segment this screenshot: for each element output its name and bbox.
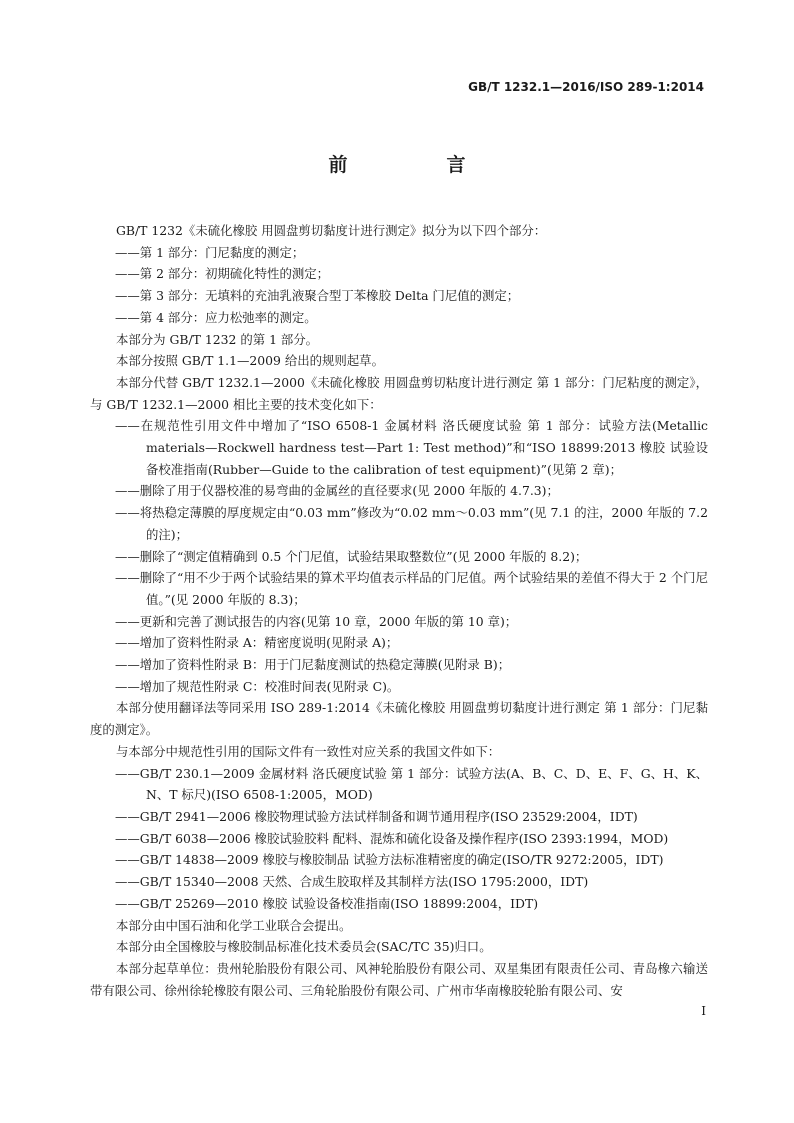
list-item: ——GB/T 15340—2008 天然、合成生胶取样及其制样方法(ISO 1795:2000，IDT) <box>115 874 589 890</box>
paragraph: 本部分为 GB/T 1232 的第 1 部分。 <box>116 331 319 347</box>
list-item: ——将热稳定薄膜的厚度规定由“0.03 mm”修改为“0.02 mm～0.03 mm”(见 7.1 的注，2000 年版的 7.2 的注)； <box>115 505 708 542</box>
list-item: ——GB/T 6038—2006 橡胶试验胶料 配料、混炼和硫化设备及操作程序(ISO 2393:1994，MOD) <box>115 830 669 846</box>
list-item: ——更新和完善了测试报告的内容(见第 10 章，2000 年版的第 10 章)； <box>115 613 518 629</box>
list-item: ——第 3 部分：无填料的充油乳液聚合型丁苯橡胶 Delta 门尼值的测定； <box>115 288 520 304</box>
paragraph: 本部分起草单位：贵州轮胎股份有限公司、风神轮胎股份有限公司、双星集团有限责任公司、青岛橡六输送带有限公司、徐州徐轮橡胶有限公司、三角轮胎股份有限公司、广州市华南橡胶轮胎有限公司、安 <box>90 960 708 998</box>
page-title: 前 言 <box>328 154 506 176</box>
paragraph: 与本部分中规范性引用的国际文件有一致性对应关系的我国文件如下： <box>116 743 501 759</box>
paragraph: 本部分按照 GB/T 1.1—2009 给出的规则起草。 <box>116 353 384 369</box>
paragraph: 本部分代替 GB/T 1232.1—2000《未硫化橡胶 用圆盘剪切粘度计进行测定 第 1 部分：门尼粘度的测定》，与 GB/T 1232.1—2000 相比主要的技术变化如下： <box>90 374 708 412</box>
foreword-body <box>90 220 708 1001</box>
paragraph: 本部分使用翻译法等同采用 ISO 289-1:2014《未硫化橡胶 用圆盘剪切黏度计进行测定 第 1 部分：门尼黏度的测定》。 <box>90 700 708 738</box>
list-item: ——第 2 部分：初期硫化特性的测定； <box>115 266 330 282</box>
list-item: ——在规范性引用文件中增加了“ISO 6508-1 金属材料 洛氏硬度试验 第 1 部分：试验方法(Metallic materials—Rockwell hardness test—Part 1: Test method)”和“ISO 18899:2013 橡胶 试验设备校准指南(Rubber—Guide to the calibration of test equipment)”(见第 2 章)； <box>115 418 708 477</box>
list-item: ——第 4 部分：应力松弛率的测定。 <box>115 309 317 325</box>
list-item: ——增加了规范性附录 C：校准时间表(见附录 C)。 <box>115 678 400 694</box>
list-item: ——GB/T 2941—2006 橡胶物理试验方法试样制备和调节通用程序(ISO 23529:2004，IDT) <box>115 808 638 824</box>
paragraph: GB/T 1232《未硫化橡胶 用圆盘剪切黏度计进行测定》拟分为以下四个部分： <box>116 223 547 238</box>
paragraph: 本部分由全国橡胶与橡胶制品标准化技术委员会(SAC/TC 35)归口。 <box>116 939 492 955</box>
page-number: I <box>701 1004 706 1018</box>
document-header: GB/T 1232.1—2016/ISO 289-1:2014 <box>468 80 704 94</box>
list-item: ——GB/T 25269—2010 橡胶 试验设备校准指南(ISO 18899:2004，IDT) <box>115 895 539 911</box>
list-item: ——删除了“用不少于两个试验结果的算术平均值表示样品的门尼值。两个试验结果的差值不得大于 2 个门尼值。”(见 2000 年版的 8.3)； <box>115 570 708 607</box>
list-item: ——GB/T 14838—2009 橡胶与橡胶制品 试验方法标准精密度的确定(ISO/TR 9272:2005，IDT) <box>115 852 664 868</box>
list-item: ——第 1 部分：门尼黏度的测定； <box>115 244 305 260</box>
list-item: ——删除了“测定值精确到 0.5 个门尼值，试验结果取整数位”(见 2000 年版的 8.2)； <box>115 548 588 564</box>
paragraph: 本部分由中国石油和化学工业联合会提出。 <box>116 917 352 933</box>
list-item: ——GB/T 230.1—2009 金属材料 洛氏硬度试验 第 1 部分：试验方法(A、B、C、D、E、F、G、H、K、N、T 标尺)(ISO 6508-1:2005，MOD) <box>115 765 708 803</box>
list-item: ——删除了用于仪器校准的易弯曲的金属丝的直径要求(见 2000 年版的 4.7.3)； <box>115 483 559 499</box>
list-item: ——增加了资料性附录 A：精密度说明(见附录 A)； <box>115 635 399 651</box>
list-item: ——增加了资料性附录 B：用于门尼黏度测试的热稳定薄膜(见附录 B)； <box>115 657 511 673</box>
